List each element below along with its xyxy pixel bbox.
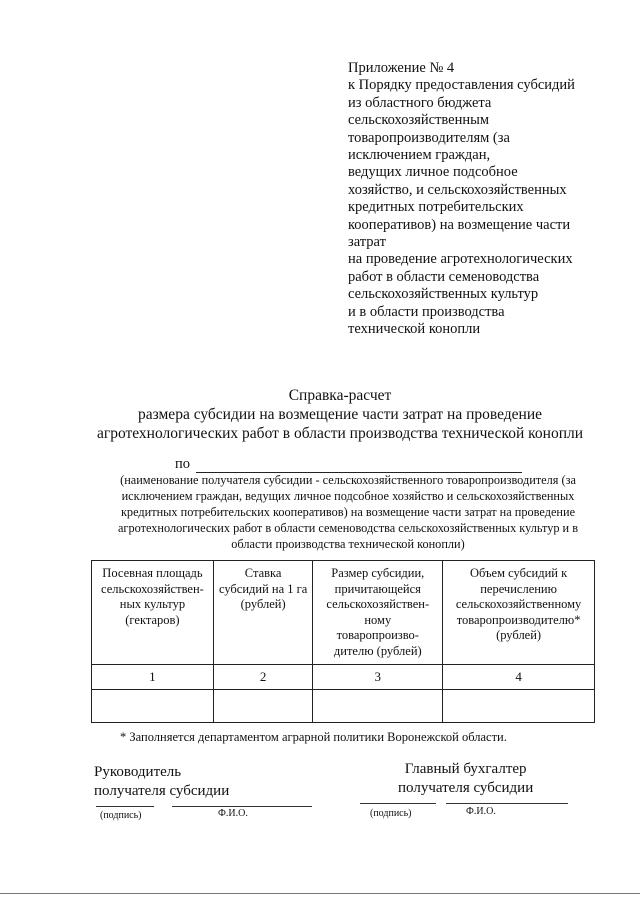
signature-line <box>360 803 436 804</box>
signature-caption: (подпись) <box>370 808 412 819</box>
name-line <box>446 803 568 804</box>
blank-cell <box>92 690 214 723</box>
annex-line: и в области производства <box>348 303 505 320</box>
table-blank-row <box>92 690 595 723</box>
recipient-field <box>175 456 522 473</box>
signature-accountant-subtitle: получателя субсидии <box>398 780 534 796</box>
note-line: области производства технической конопли) <box>231 537 465 551</box>
calculation-table <box>91 560 595 723</box>
annex-line: сельскохозяйственных культур <box>348 286 539 303</box>
signature-caption: (подпись) <box>100 810 142 821</box>
title-line-3: агротехнологических работ в области производства технической конопли <box>96 425 584 442</box>
blank-cell <box>443 690 595 723</box>
table-header-row <box>92 561 595 665</box>
name-caption: Ф.И.О. <box>466 806 496 817</box>
signature-head-title: Руководитель <box>94 764 182 780</box>
title-line-2: размера субсидии на возмещение части затрат на проведение <box>137 406 543 423</box>
header-subsidy-volume: Объем субсидий к перечислению сельскохозяйственному товаропроизводителю* (рублей) <box>443 561 595 665</box>
annex-line: Приложение № 4 <box>348 60 455 76</box>
annex-line: работ в области семеноводства <box>348 268 540 285</box>
recipient-blank-line <box>196 458 522 473</box>
title-main: Справка-расчет <box>288 387 392 404</box>
column-number: 2 <box>213 665 313 690</box>
column-number: 1 <box>92 665 214 690</box>
note-line: исключением граждан, ведущих личное подсобное хозяйство и сельскохозяйственных <box>121 489 575 503</box>
annex-line: товаропроизводителям (за <box>348 129 510 146</box>
signature-line <box>96 806 154 807</box>
annex-header <box>348 60 598 339</box>
header-subsidy-amount: Размер субсидии, причитающейся сельскохозяйствен- ному товаропроизво- дителю (рублей) <box>313 561 443 665</box>
document-title <box>60 386 620 443</box>
recipient-note <box>96 472 600 552</box>
annex-line: кооперативов) на возмещение части <box>348 216 571 233</box>
annex-line: хозяйство, и сельскохозяйственных <box>348 181 567 198</box>
annex-line: ведущих личное подсобное <box>348 164 518 181</box>
annex-line: на проведение агротехнологических <box>348 251 573 268</box>
scan-edge-line <box>0 893 640 894</box>
annex-line: кредитных потребительских <box>348 199 524 216</box>
annex-line: из областного бюджета <box>348 94 492 111</box>
annex-line: затрат <box>348 234 386 251</box>
name-line <box>172 806 312 807</box>
blank-cell <box>213 690 313 723</box>
note-line: кредитных потребительских кооперативов) на возмещение части затрат на проведение <box>120 505 576 519</box>
annex-line: к Порядку предоставления субсидий <box>348 77 575 94</box>
footnote: * Заполняется департаментом аграрной политики Воронежской области. <box>120 730 507 744</box>
annex-line: сельскохозяйственным <box>348 112 490 129</box>
signature-accountant <box>398 760 533 798</box>
blank-cell <box>313 690 443 723</box>
name-caption: Ф.И.О. <box>218 808 248 819</box>
header-rate-per-ha: Ставка субсидий на 1 га (рублей) <box>213 561 313 665</box>
column-number: 3 <box>313 665 443 690</box>
annex-line: исключением граждан, <box>348 147 491 164</box>
signature-accountant-title: Главный бухгалтер <box>404 761 527 777</box>
column-number: 4 <box>443 665 595 690</box>
table-number-row <box>92 665 595 690</box>
note-line: (наименование получателя субсидии - сельскохозяйственного товаропроизводителя (за <box>120 473 576 487</box>
annex-line: технической конопли <box>348 321 481 338</box>
note-line: агротехнологических работ в области семеноводства сельскохозяйственных культур и в <box>117 521 579 535</box>
signature-head-subtitle: получателя субсидии <box>94 783 230 799</box>
header-sown-area: Посевная площадь сельскохозяйствен- ных культур (гектаров) <box>92 561 214 665</box>
signature-head <box>94 763 229 801</box>
recipient-prefix: по <box>175 456 191 472</box>
